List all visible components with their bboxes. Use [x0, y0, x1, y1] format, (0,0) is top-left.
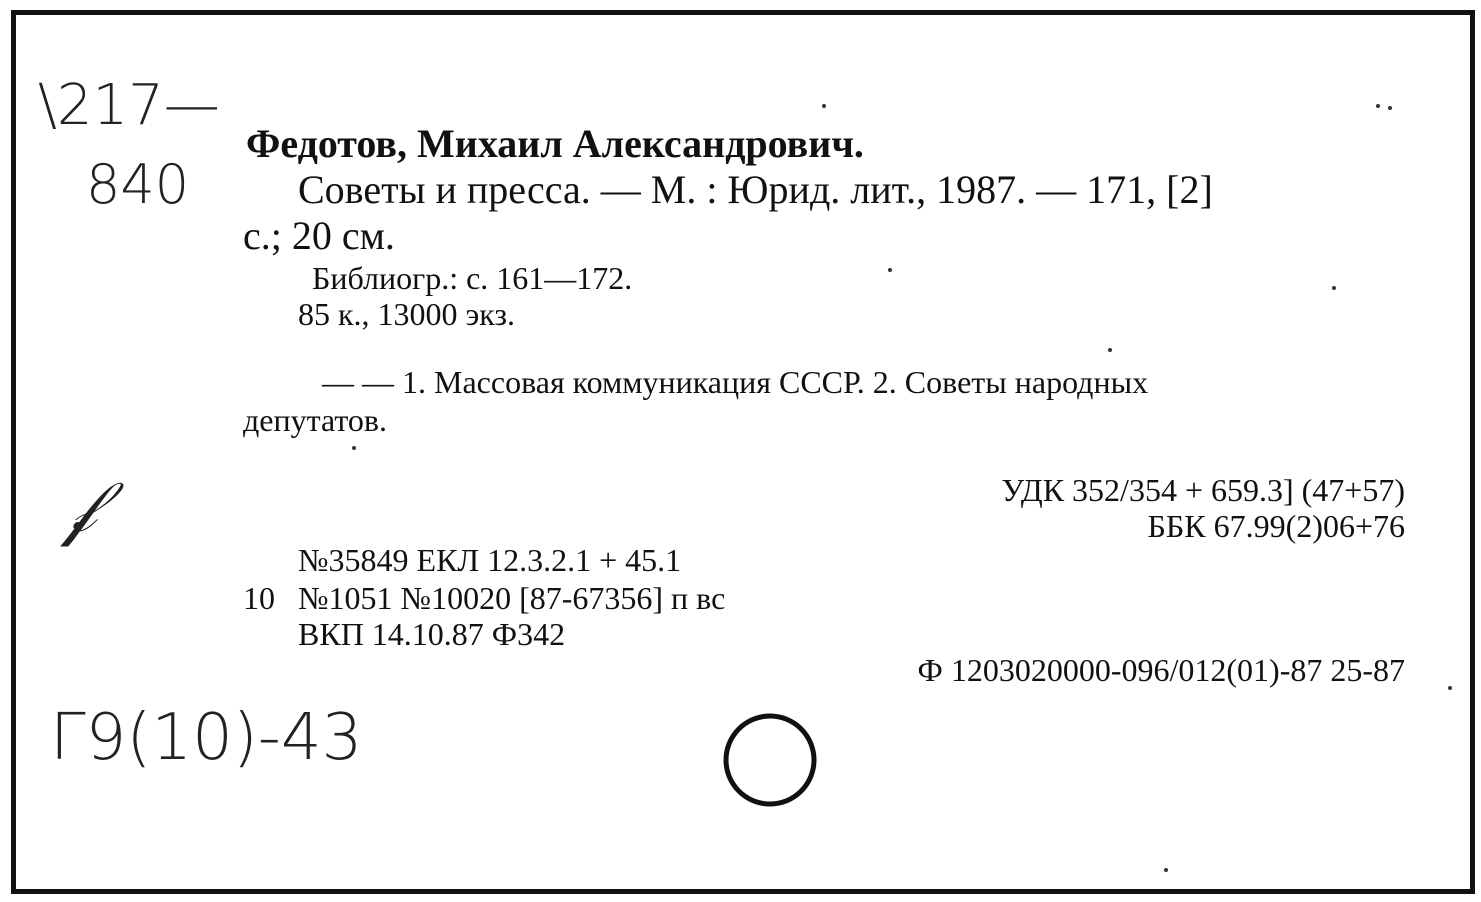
handwritten-shelf-code-line1: \217— [38, 73, 220, 138]
handwritten-shelf-code-line2: 840 [86, 153, 190, 216]
speck [1108, 348, 1112, 352]
speck [1332, 286, 1336, 290]
price-circulation: 85 к., 13000 экз. [298, 296, 516, 332]
bibliography-note: Библиогр.: с. 161—172. [312, 260, 633, 296]
speck [1164, 868, 1168, 872]
speck [1388, 106, 1392, 110]
subjects-line1: — — 1. Массовая коммуникация СССР. 2. Советы народных [322, 364, 1149, 400]
title-line1: Советы и пресса. — М. : Юрид. лит., 1987. — 171, [2] [298, 167, 1213, 212]
record-line2-prefix: 10 [243, 580, 275, 616]
author-heading: Федотов, Михаил Александрович. [246, 121, 864, 166]
handwritten-mark: 𝒻 [64, 464, 97, 548]
record-line3: ВКП 14.10.87 Ф342 [298, 616, 566, 652]
record-line2: №1051 №10020 [87-67356] п вс [298, 580, 726, 616]
speck [1376, 104, 1380, 108]
phi-code: Ф 1203020000-096/012(01)-87 25-87 [917, 652, 1405, 688]
title-line2: с.; 20 см. [243, 213, 395, 258]
udk-code: УДК 352/354 + 659.3] (47+57) [1001, 472, 1405, 508]
speck [1448, 686, 1452, 690]
punch-hole [718, 712, 818, 812]
speck [352, 446, 356, 450]
speck [822, 104, 826, 108]
record-line1: №35849 ЕКЛ 12.3.2.1 + 45.1 [298, 542, 682, 578]
bbk-code: ББК 67.99(2)06+76 [1147, 508, 1405, 544]
speck [888, 268, 892, 272]
handwritten-bottom-code: Г9(10)-43 [50, 701, 363, 775]
subjects-line2: депутатов. [243, 402, 388, 438]
